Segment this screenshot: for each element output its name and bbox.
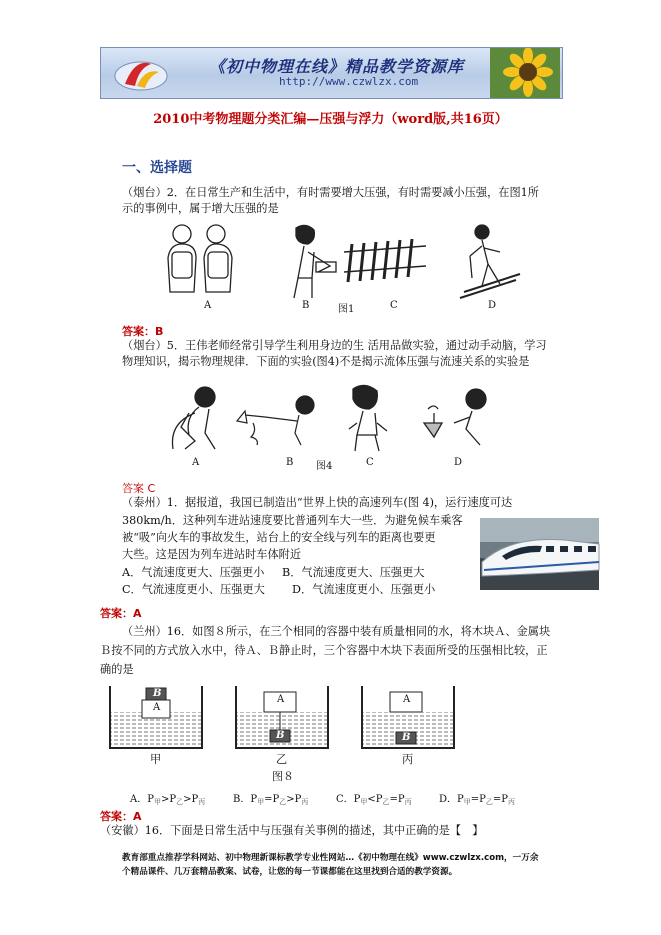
q4-line1: （兰州）16．如图８所示，在三个相同的容器中装有质量相同的水，将木块Ａ、金属块 — [122, 625, 551, 638]
fig8-caption: 图８ — [272, 770, 294, 783]
q4-option-b: B．$P_甲=P_乙>P_丙$ — [233, 794, 309, 806]
fig1-label-d: D — [488, 300, 497, 311]
block-a-yi: A — [277, 694, 285, 705]
q4-option-d: D．$P_甲=P_乙=P_丙$ — [439, 794, 515, 806]
q1-answer: 答案：B — [122, 325, 164, 338]
q3-line2: 380km/h．这种列车进站速度要比普通列车大一些．为避免候车乘客 — [122, 514, 463, 527]
figure1-a-backpacks — [160, 222, 240, 300]
q3-option-a: A．气流速度更大、压强更小 — [122, 566, 265, 579]
bullet-train-photo — [480, 518, 599, 590]
figure1-d-skier — [460, 222, 522, 304]
fig4-label-d: D — [454, 457, 463, 468]
site-logo-icon — [111, 54, 171, 94]
figure4-b-funnel-ball — [235, 393, 325, 447]
fig4-label-b: B — [286, 457, 294, 468]
fig1-label-a: A — [204, 300, 212, 311]
q3-option-b: B．气流速度更大、压强更大 — [282, 566, 425, 579]
document-title: 2010中考物理题分类汇编—压强与浮力（word版,共16页） — [153, 112, 508, 127]
block-b-bing: B — [402, 732, 411, 743]
fig1-label-b: B — [302, 300, 310, 311]
container-label-bing: 丙 — [402, 753, 414, 766]
container-bing — [360, 686, 456, 750]
q3-answer: 答案：A — [100, 607, 142, 620]
q4-line2: Ｂ按不同的方式放入水中，待Ａ、Ｂ静止时，三个容器中木块下表面所受的压强相比较，正 — [100, 644, 548, 657]
banner-url: http://www.czwlzx.com — [279, 75, 419, 88]
q4-line3: 确的是 — [100, 663, 134, 676]
fig1-caption: 图1 — [338, 304, 355, 315]
fig4-label-c: C — [366, 457, 374, 468]
q4-answer: 答案：A — [100, 810, 142, 823]
q2-line2: 物理知识，揭示物理规律．下面的实验(图4)不是揭示流体压强与流速关系的实验是 — [122, 355, 530, 368]
q1-line1: （烟台）2．在日常生产和生活中，有时需要增大压强，有时需要减小压强，在图1所 — [122, 186, 539, 199]
container-jia — [108, 686, 204, 750]
q3-line3: 被“吸”向火车的事故发生，站台上的安全线与列车的距离也要更 — [122, 531, 436, 544]
q2-answer: 答案 C — [122, 482, 156, 495]
q3-line4: 大些。这是因为列车进站时车体附近 — [122, 548, 302, 561]
section-heading: 一、选择题 — [122, 160, 192, 176]
q5-line1: （安徽）16．下面是日常生活中与压强有关事例的描述，其中正确的是【 】 — [100, 824, 484, 837]
q3-option-d: D．气流速度更小、压强更小 — [292, 583, 436, 596]
figure1-c-rail-track — [344, 238, 426, 286]
container-label-yi: 乙 — [276, 753, 288, 766]
banner-title: 《初中物理在线》精品教学资源库 — [209, 57, 465, 76]
figure4-c-girl-drinking — [343, 383, 393, 453]
q4-option-c: C．$P_甲<P_乙=P_丙$ — [336, 794, 412, 806]
sunflower-icon — [490, 48, 560, 98]
figure1-b-girl — [282, 222, 340, 300]
fig1-label-c: C — [390, 300, 398, 311]
figure4-d-funnel-experiment — [420, 383, 498, 453]
q3-line1: （泰州）1．据报道，我国已制造出“世界上快的高速列车(图 4)，运行速度可达 — [122, 496, 513, 509]
q1-line2: 示的事例中，属于增大压强的是 — [122, 202, 279, 215]
fig4-label-a: A — [192, 457, 200, 468]
block-a-bing: A — [403, 694, 411, 705]
block-b-yi: B — [276, 730, 285, 741]
q4-option-a: A．$P_甲>P_乙>P_丙$ — [130, 794, 206, 806]
block-b-jia: B — [153, 688, 162, 699]
footer-line1: 教育部重点推荐学科网站、初中物理新课标教学专业性网站…《初中物理在线》www.czwlzx.com，一万余 — [122, 853, 539, 863]
q2-line1: （烟台）5．王伟老师经常引导学生利用身边的生 活用品做实验，通过动手动脑，学习 — [122, 339, 547, 352]
header-banner — [100, 47, 563, 99]
block-a-jia: A — [153, 702, 161, 713]
footer-line2: 个精品课件、几万套精品教案、试卷，让您的每一节课都能在这里找到合适的教学资源。 — [122, 867, 458, 877]
fig4-caption: 图4 — [316, 461, 333, 472]
q3-option-c: C．气流速度更小、压强更大 — [122, 583, 265, 596]
container-yi — [234, 686, 330, 750]
container-label-jia: 甲 — [150, 753, 162, 766]
page-footer — [122, 851, 552, 879]
figure4-a-blowing-paper — [165, 383, 227, 453]
